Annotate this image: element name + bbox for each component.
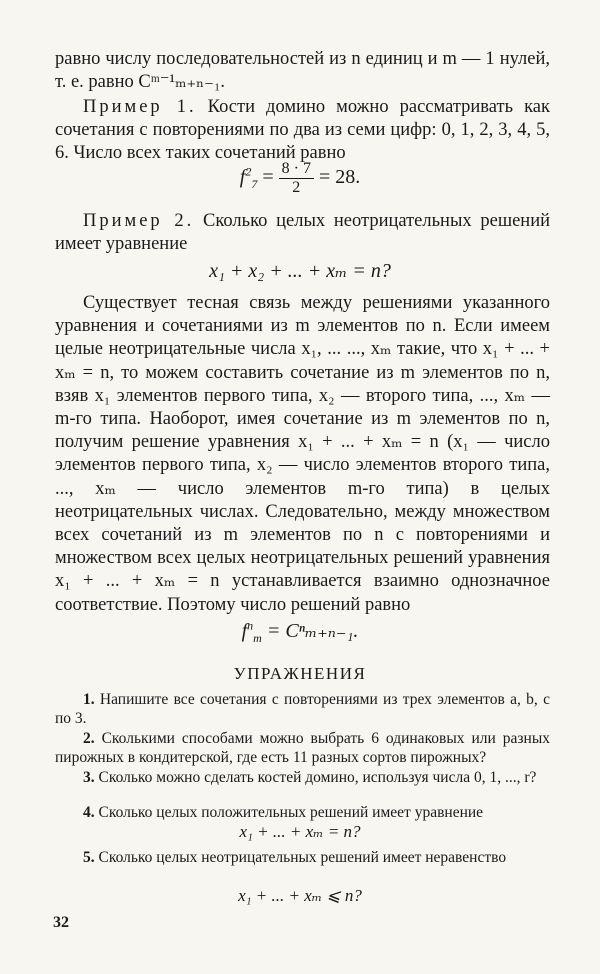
exercise-4: 4. Сколько целых положительных решений имеет уравнение bbox=[83, 804, 484, 821]
exercise-4-formula: x₁ + ... + xₘ = n? bbox=[239, 822, 361, 841]
exercise-5: 5. Сколько целых неотрицательных решений имеет неравенство bbox=[83, 849, 507, 866]
paragraph-1: равно числу последовательностей из n единиц и m — 1 нулей, т. е. равно Cᵐ⁻¹ₘ₊ₙ₋₁. bbox=[55, 49, 550, 93]
formula-solution-count: $f^n_m = C^n_{m+n-1}$. bbox=[241, 618, 359, 645]
exercise-2: 2. Сколькими способами можно выбрать 6 одинаковых или разных пирожных в кондитерской, где есть 11 разных сортов пирожных? bbox=[55, 730, 550, 766]
exercise-1: 1. Напишите все сочетания с повторениями из трех элементов a, b, c по 3. bbox=[55, 691, 550, 727]
paragraph-explanation: Существует тесная связь между решениями указанного уравнения и сочетаниями из m элементов по n. Если имеем целые неотрицательные числа x₁, ... ..., xₘ такие, что x₁ + ... + xₘ = n, то можем составить сочетание из m элементов по n, взяв x₁ элементов первого типа, x₂ — второго типа, ..., xₘ — m-го типа. Наоборот, имея сочетание из m элементов по n, получим решение уравнения x₁ + ... + xₘ = n (x₁ — число элементов первого типа, x₂ — число элементов второго типа, ..., xₘ — число элементов m-го типа) в целых неотрицательных числах. Следовательно, между множеством всех сочетаний из m элементов по n с повторениями и множеством всех целых неотрицательных решений уравнения x₁ + ... + xₘ = n устанавливается взаимно однозначное соответствие. Поэтому число решений равно bbox=[55, 293, 550, 615]
formula-equation: x₁ + x₂ + ... + xₘ = n? bbox=[209, 260, 391, 282]
formula-domino-count: $f^2_7$ = $\frac{8 \cdot 7}{2}$ = 28. bbox=[239, 160, 361, 196]
page-number: 32 bbox=[53, 914, 69, 931]
paragraph-example-2 bbox=[55, 210, 550, 256]
example-1-text: Кости домино можно рассматривать как сочетания с повторениями по два из семи цифр: 0, 1, 2, 3, 4, 5, 6. Число всех таких сочетаний равно bbox=[55, 97, 550, 164]
exercises-heading: УПРАЖНЕНИЯ bbox=[233, 664, 367, 683]
example-2-text: Сколько целых неотрицательных решений имеет уравнение bbox=[55, 211, 550, 255]
paragraph-example-1 bbox=[55, 96, 550, 166]
exercise-5-formula: x₁ + ... + xₘ ⩽ n? bbox=[238, 886, 362, 905]
example-1-heading: Пример 1. bbox=[83, 97, 197, 117]
exercise-3: 3. Сколько можно сделать костей домино, используя числа 0, 1, ..., r? bbox=[83, 769, 537, 786]
example-2-heading: Пример 2. bbox=[83, 211, 195, 231]
fraction: $\frac{8 \cdot 7}{2}$ bbox=[279, 160, 314, 197]
